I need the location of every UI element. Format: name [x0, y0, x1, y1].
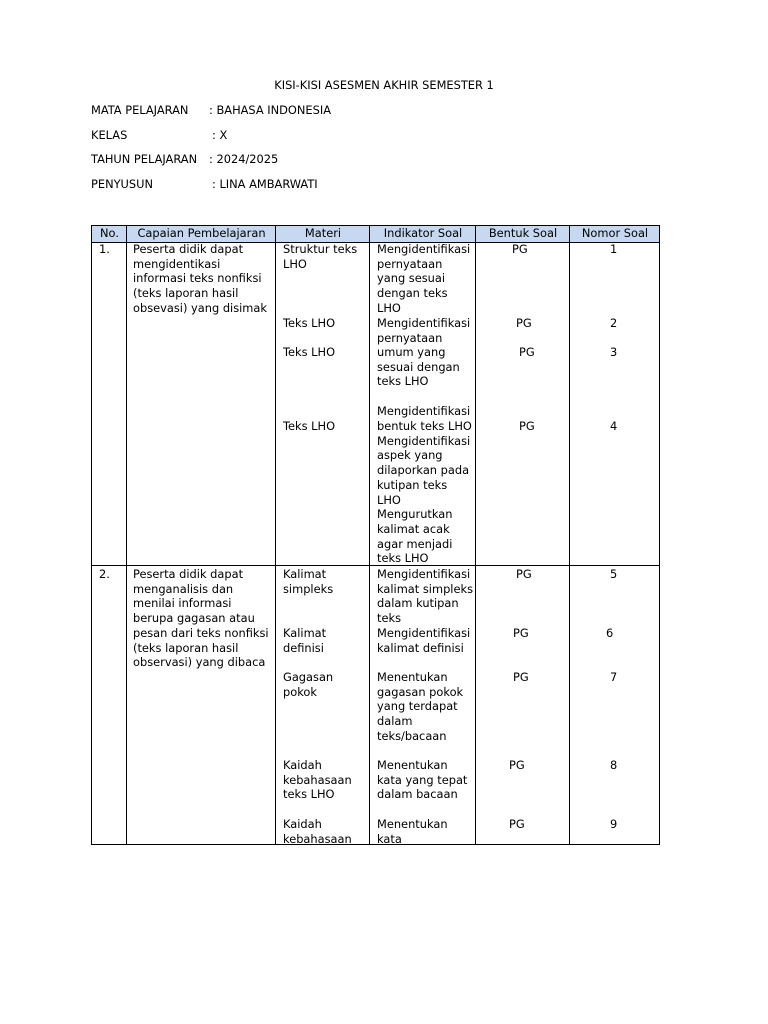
year-label: TAHUN PELAJARAN: [91, 152, 198, 166]
bentuk-6: PG: [513, 626, 529, 640]
bentuk-8: PG: [509, 758, 525, 772]
column-divider: [475, 226, 476, 844]
materi-1: [283, 242, 357, 271]
header-no: No.: [100, 226, 119, 240]
bentuk-9: PG: [509, 817, 525, 831]
text-line: aspek yang: [377, 448, 443, 463]
text-line: pernyataan: [377, 330, 443, 345]
text-line: pokok: [283, 684, 317, 699]
text-line: teks: [377, 611, 402, 626]
text-line: LHO: [283, 256, 307, 271]
text-line: kebahasaan: [283, 831, 352, 846]
text-line: kalimat simpleks: [377, 581, 473, 596]
bentuk-5: PG: [516, 567, 532, 581]
text-line: Kalimat: [283, 567, 327, 581]
text-line: observasi) yang dibaca: [133, 655, 266, 670]
text-line: definisi: [283, 640, 324, 655]
nomor-8: 8: [610, 758, 618, 772]
indikator-2: [377, 316, 470, 345]
text-line: teks LHO: [377, 374, 429, 389]
table-header: [92, 226, 659, 243]
header-bentuk: Bentuk Soal: [488, 226, 558, 240]
text-line: menganalisis dan: [133, 581, 234, 596]
text-line: kalimat definisi: [377, 640, 464, 655]
text-line: LHO: [377, 492, 401, 507]
nomor-3: 3: [610, 345, 618, 359]
text-line: Kalimat: [283, 626, 327, 640]
text-line: sesuai dengan: [377, 359, 460, 374]
text-line: teks LHO: [283, 787, 335, 802]
text-line: LHO: [377, 300, 401, 315]
subject-value: : BAHASA INDONESIA: [209, 103, 331, 117]
materi-2: Teks LHO: [283, 316, 336, 330]
indikator-8: [377, 670, 463, 744]
text-line: Mengidentifikasi: [377, 626, 471, 640]
author-label: PENYUSUN: [91, 177, 153, 191]
text-line: kalimat acak: [377, 521, 450, 536]
text-line: Menentukan: [377, 670, 448, 684]
text-line: berupa gagasan atau: [133, 611, 255, 626]
materi-5: [283, 567, 333, 596]
materi-6: [283, 626, 326, 655]
bentuk-1: PG: [512, 242, 528, 256]
text-line: bentuk teks LHO: [377, 419, 472, 433]
indikator-1: [377, 242, 470, 316]
text-line: teks/bacaan: [377, 728, 447, 743]
text-line: Menentukan: [377, 817, 448, 831]
indikator-4: Mengidentifikasi: [377, 404, 471, 418]
text-line: kata: [377, 831, 402, 846]
class-label: KELAS: [91, 128, 128, 142]
year-value: : 2024/2025: [209, 152, 279, 166]
column-divider: [126, 226, 127, 844]
text-line: pesan dari teks nonfiksi: [133, 625, 269, 640]
page-title: KISI-KISI ASESMEN AKHIR SEMESTER 1: [274, 78, 494, 92]
header-nomor: Nomor Soal: [581, 226, 649, 240]
text-line: (teks laporan hasil: [133, 286, 239, 301]
text-line: kebahasaan: [283, 772, 352, 787]
nomor-5: 5: [610, 567, 618, 581]
nomor-2: 2: [610, 316, 618, 330]
materi-9: [283, 817, 352, 846]
text-line: Mengidentifikasi: [377, 433, 471, 448]
text-line: Menentukan: [377, 758, 448, 772]
header-capaian: Capaian Pembelajaran: [137, 226, 266, 240]
text-line: obsevasi) yang disimak: [133, 300, 267, 315]
indikator-7: [377, 626, 470, 655]
row-2-no: 2.: [99, 567, 110, 581]
text-line: kata yang tepat: [377, 772, 468, 787]
text-line: Kaidah: [283, 758, 322, 772]
text-line: kutipan teks: [377, 477, 448, 492]
materi-3: Teks LHO: [283, 345, 336, 359]
indikator-5: [377, 419, 472, 566]
text-line: dilaporkan pada: [377, 463, 470, 478]
nomor-6: 6: [606, 626, 614, 640]
materi-7: [283, 670, 333, 699]
materi-8: [283, 758, 352, 802]
text-line: (teks laporan hasil: [133, 640, 239, 655]
text-line: agar menjadi: [377, 536, 453, 551]
bentuk-2: PG: [516, 316, 532, 330]
kisi-kisi-table: [91, 225, 660, 845]
text-line: dengan teks: [377, 286, 448, 301]
text-line: dalam bacaan: [377, 787, 458, 802]
text-line: dalam kutipan: [377, 596, 459, 611]
class-value: : X: [212, 128, 228, 142]
text-line: Mengidentifikasi: [377, 316, 471, 330]
text-line: Mengidentifikasi: [377, 242, 471, 256]
text-line: dalam: [377, 714, 413, 729]
nomor-9: 9: [610, 817, 618, 831]
bentuk-7: PG: [513, 670, 529, 684]
text-line: gagasan pokok: [377, 684, 464, 699]
text-line: Gagasan: [283, 670, 334, 684]
text-line: simpleks: [283, 581, 334, 596]
text-line: yang terdapat: [377, 699, 458, 714]
column-divider: [369, 226, 370, 844]
indikator-10: [377, 817, 448, 846]
header-materi: Materi: [304, 226, 342, 240]
text-line: Mengidentifikasi: [377, 567, 471, 581]
text-line: umum yang: [377, 345, 446, 359]
row-1-capaian: [133, 242, 267, 316]
materi-4: Teks LHO: [283, 419, 336, 433]
subject-label: MATA PELAJARAN: [91, 103, 189, 117]
row-divider: [92, 565, 659, 566]
row-1-no: 1.: [99, 242, 110, 256]
indikator-3: [377, 345, 460, 389]
nomor-1: 1: [610, 242, 618, 256]
text-line: menilai informasi: [133, 596, 232, 611]
nomor-7: 7: [610, 670, 618, 684]
text-line: Mengurutkan: [377, 507, 453, 522]
text-line: Peserta didik dapat: [133, 242, 244, 256]
text-line: informasi teks nonfiksi: [133, 271, 262, 286]
nomor-4: 4: [610, 419, 618, 433]
indikator-6: [377, 567, 473, 626]
bentuk-4: PG: [519, 419, 535, 433]
row-2-capaian: [133, 567, 269, 670]
indikator-9: [377, 758, 467, 802]
text-line: mengidentikasi: [133, 256, 221, 271]
text-line: teks LHO: [377, 551, 429, 566]
author-value: : LINA AMBARWATI: [212, 177, 318, 191]
header-indikator: Indikator Soal: [383, 226, 463, 240]
text-line: pernyataan: [377, 256, 443, 271]
text-line: Peserta didik dapat: [133, 567, 244, 581]
text-line: yang sesuai: [377, 271, 446, 286]
column-divider: [569, 226, 570, 844]
bentuk-3: PG: [519, 345, 535, 359]
column-divider: [275, 226, 276, 844]
text-line: Kaidah: [283, 817, 322, 831]
text-line: Struktur teks: [283, 242, 358, 256]
